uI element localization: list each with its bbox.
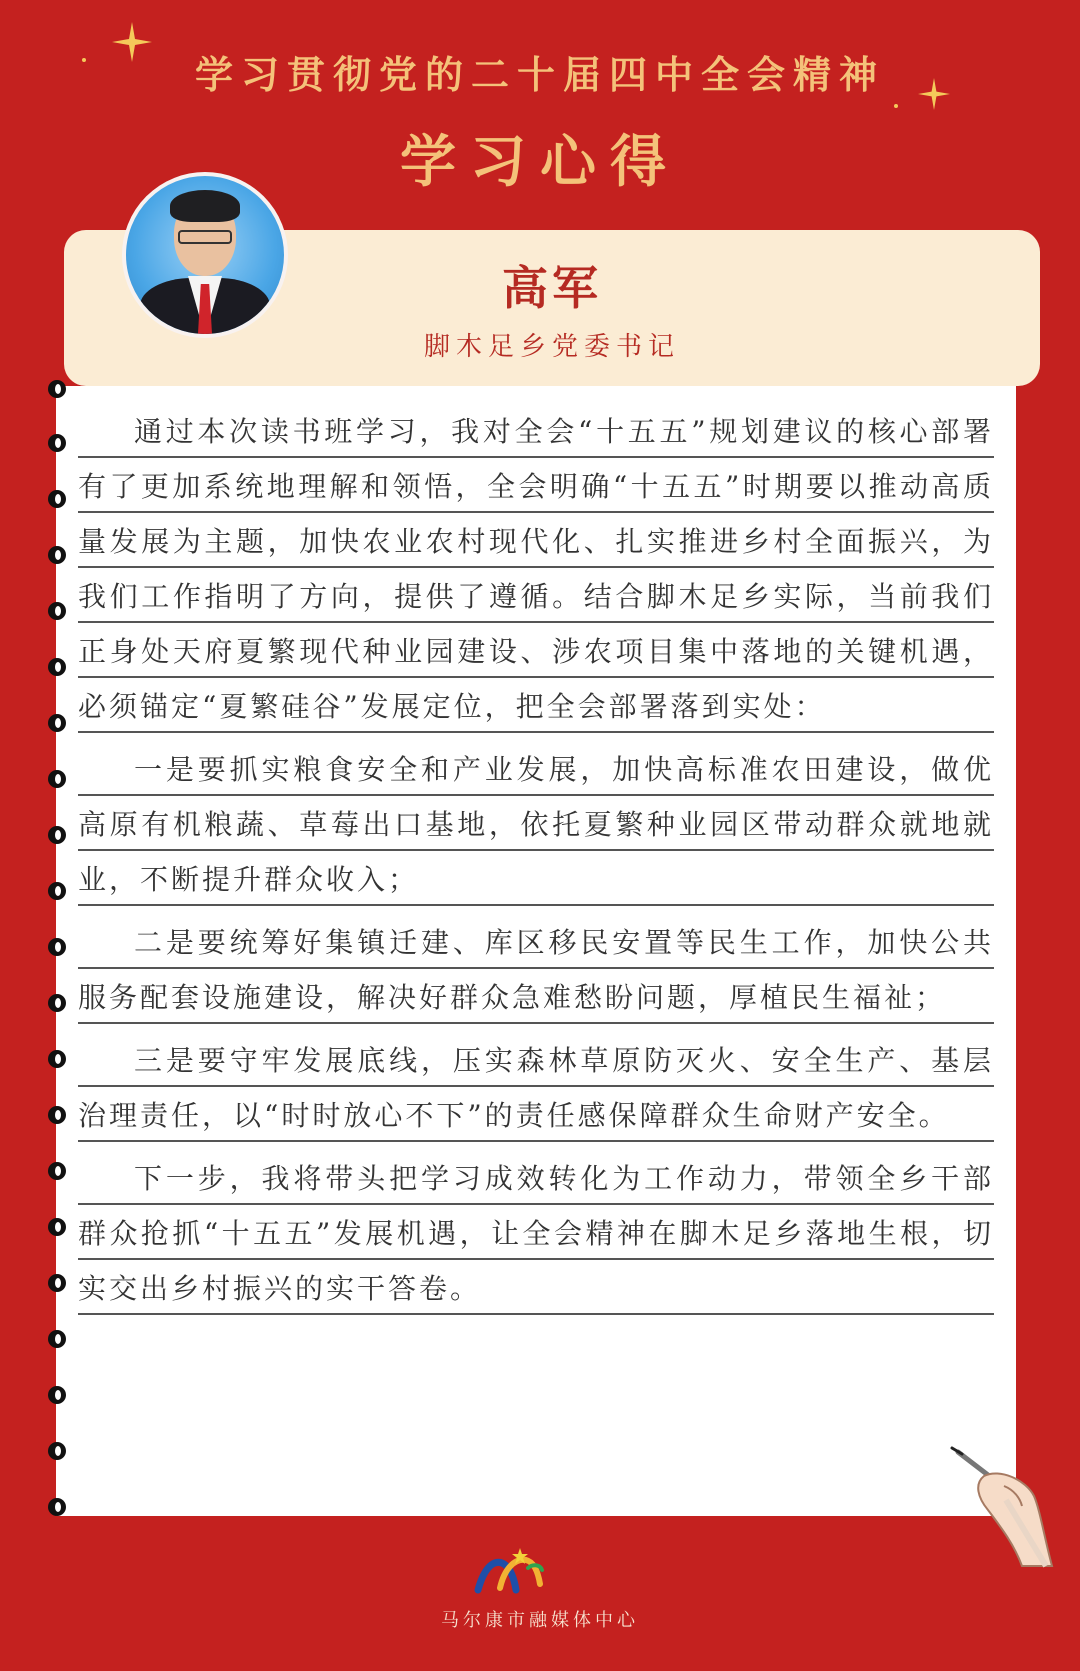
binder-ring: [48, 602, 66, 620]
binder-ring: [48, 1386, 66, 1404]
binder-ring: [48, 1498, 66, 1516]
binder-ring: [48, 770, 66, 788]
binder-ring: [48, 1330, 66, 1348]
binder-ring: [48, 658, 66, 676]
binder-ring: [48, 546, 66, 564]
article-body: [78, 404, 994, 1324]
binder-ring: [48, 1442, 66, 1460]
article-paragraph: 三是要守牢发展底线，压实森林草原防灭火、安全生产、基层治理责任，以“时时放心不下”的责任感保障群众生命财产安全。: [78, 1033, 994, 1143]
binder-ring: [48, 1274, 66, 1292]
binder-ring: [48, 714, 66, 732]
page-title: 学习贯彻党的二十届四中全会精神: [194, 52, 885, 97]
binder-ring: [48, 380, 66, 398]
binder-ring: [48, 1218, 66, 1236]
article-paragraph: 一是要抓实粮食安全和产业发展，加快高标准农田建设，做优高原有机粮蔬、草莓出口基地，依托夏繁种业园区带动群众就地就业，不断提升群众收入；: [78, 742, 994, 907]
avatar-photo: [122, 172, 288, 338]
binder-ring: [48, 490, 66, 508]
page-subtitle: 学习心得: [400, 129, 680, 195]
article-paragraph: 下一步，我将带头把学习成效转化为工作动力，带领全乡干部群众抢抓“十五五”发展机遇，让全会精神在脚木足乡落地生根，切实交出乡村振兴的实干答卷。: [78, 1151, 994, 1316]
binder-ring: [48, 1162, 66, 1180]
notebook-paper: [56, 386, 1016, 1516]
binder-ring: [48, 882, 66, 900]
article-paragraph: 通过本次读书班学习，我对全会“十五五”规划建议的核心部署有了更加系统地理解和领悟，全会明确“十五五”时期要以推动高质量发展为主题，加快农业农村现代化、扎实推进乡村全面振兴，为我们工作指明了方向，提供了遵循。结合脚木足乡实际，当前我们正身处天府夏繁现代种业园建设、涉农项目集中落地的关键机遇，必须锚定“夏繁硅谷”发展定位，把全会部署落到实处：: [78, 404, 994, 734]
hand-pen-icon: [948, 1440, 1058, 1570]
article-paragraph: 二是要统筹好集镇迁建、库区移民安置等民生工作，加快公共服务配套设施建设，解决好群众急难愁盼问题，厚植民生福祉；: [78, 915, 994, 1025]
person-position: 脚木足乡党委书记: [423, 332, 680, 362]
binder-ring: [48, 994, 66, 1012]
media-center-logo: [470, 1540, 550, 1600]
binder-ring: [48, 938, 66, 956]
footer-org: 马尔康市融媒体中心: [441, 1610, 639, 1631]
person-name: 高军: [502, 261, 602, 315]
binder-ring: [48, 1106, 66, 1124]
binder-ring: [48, 1050, 66, 1068]
binder-ring: [48, 826, 66, 844]
binder-ring: [48, 434, 66, 452]
sparkle-dot: [894, 104, 898, 108]
